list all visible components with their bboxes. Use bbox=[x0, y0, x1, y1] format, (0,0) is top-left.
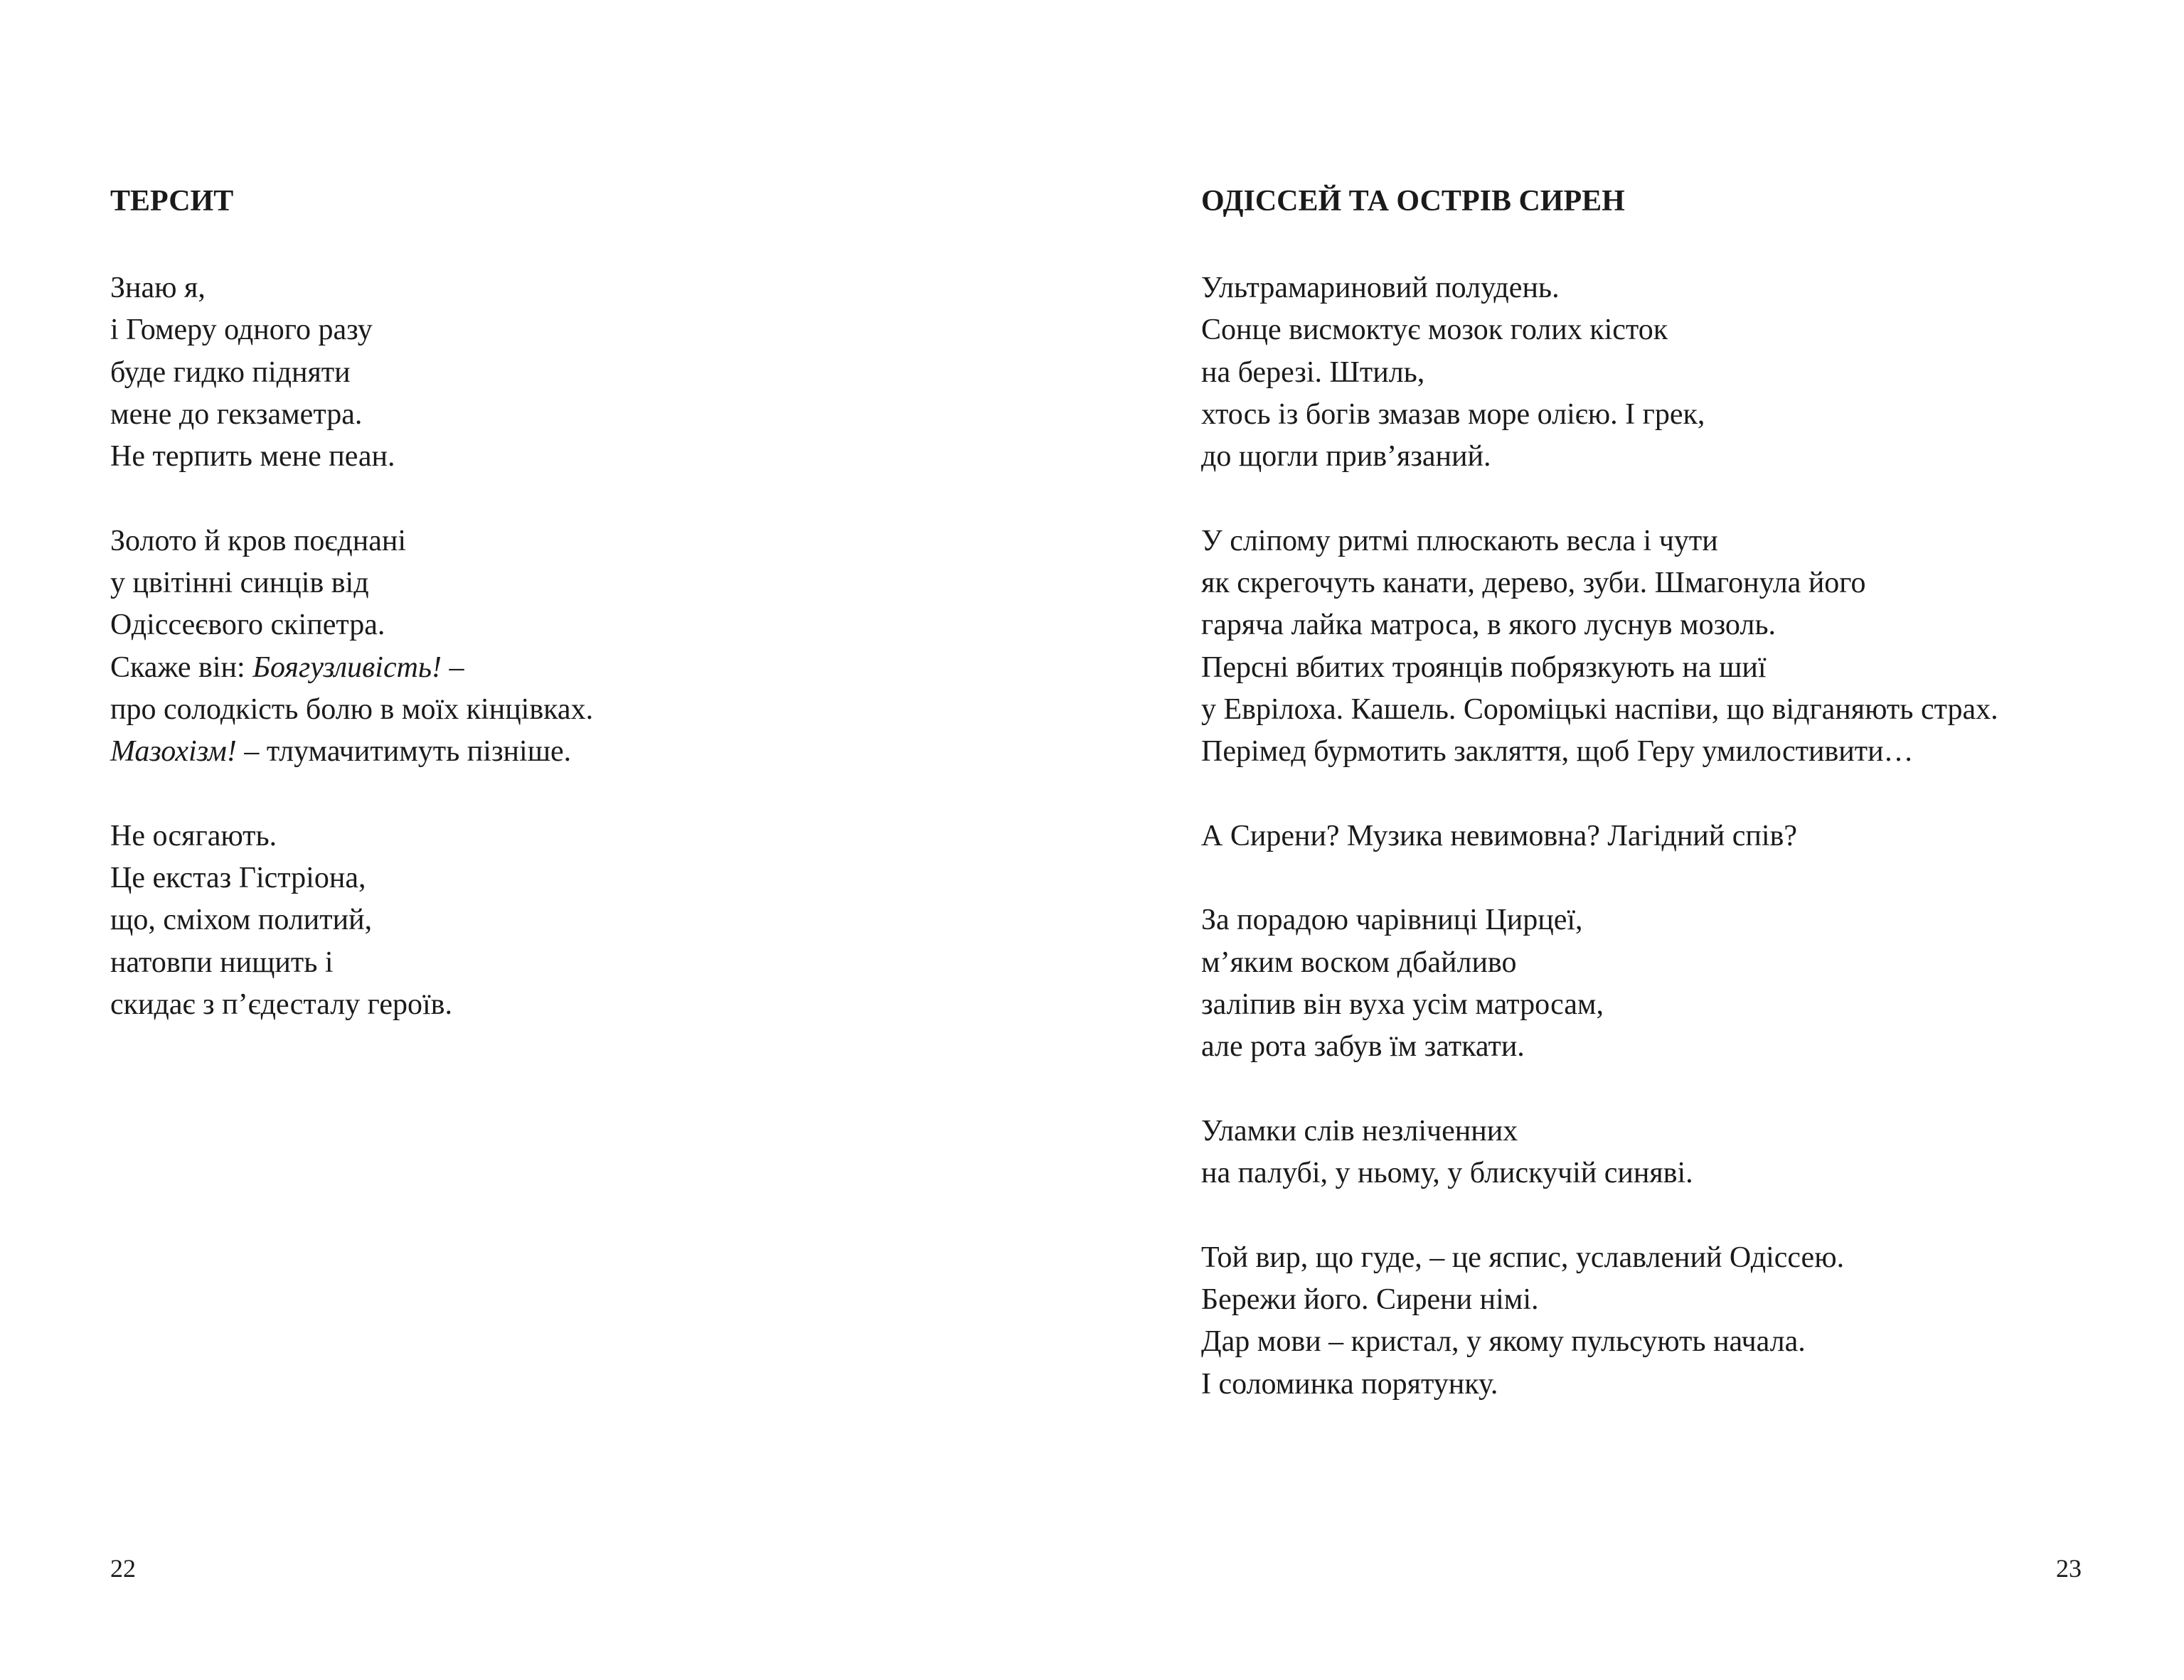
stanza bbox=[1201, 899, 1998, 1068]
poem-line: Не осягають. bbox=[110, 819, 277, 852]
poem-line: але рота забув їм заткати. bbox=[1201, 1030, 1525, 1064]
stanza bbox=[110, 267, 593, 478]
poem-body-tersyt bbox=[110, 267, 593, 1069]
poem-title-tersyt: ТЕРСИТ bbox=[110, 185, 234, 218]
line-text: – bbox=[442, 651, 464, 684]
poem-line: гаряча лайка матроса, в якого луснув мозоль. bbox=[1201, 609, 1776, 642]
poem-line: натовпи нищить і bbox=[110, 946, 334, 979]
stanza bbox=[1201, 815, 1998, 857]
poem-line: Не терпить мене пеан. bbox=[110, 440, 395, 473]
poem-line: Знаю я, bbox=[110, 272, 206, 304]
poem-line: на березі. Штиль, bbox=[1201, 355, 1425, 389]
poem-line: у Еврілоха. Кашель. Сороміцькі наспіви, що відганяють страх. bbox=[1201, 692, 1998, 726]
poem-line: мене до гекзаметра. bbox=[110, 397, 363, 431]
poem-title-odysseus: ОДІССЕЙ ТА ОСТРІВ СИРЕН bbox=[1201, 185, 1625, 218]
poem-line: Ультрамариновий полудень. bbox=[1201, 272, 1560, 304]
poem-line: що, сміхом политий, bbox=[110, 904, 373, 937]
line-italic-text: Мазохізм! bbox=[110, 735, 237, 769]
poem-line: Бережи його. Сирени німі. bbox=[1201, 1283, 1539, 1317]
poem-line: У сліпому ритмі плюскають весла і чути bbox=[1201, 524, 1718, 557]
poem-line: Уламки слів незліченних bbox=[1201, 1114, 1518, 1147]
poem-line: І соломинка порятунку. bbox=[1201, 1367, 1498, 1401]
poem-line: Дар мови – кристал, у якому пульсують начала. bbox=[1201, 1325, 1806, 1359]
poem-line: Одіссеєвого скіпетра. bbox=[110, 609, 385, 642]
poem-line: Золото й кров поєднані bbox=[110, 524, 407, 557]
poem-line bbox=[110, 731, 593, 773]
page-number-left: 22 bbox=[110, 1554, 136, 1583]
poem-line: хтось із богів змазав море олією. І грек, bbox=[1201, 397, 1705, 431]
poem-line bbox=[110, 647, 593, 689]
poem-line: За порадою чарівниці Цирцеї, bbox=[1201, 904, 1583, 937]
stanza bbox=[110, 815, 593, 1026]
line-italic-text: Боягузливість! bbox=[252, 651, 442, 684]
line-text: Скаже він: bbox=[110, 651, 253, 684]
stanza bbox=[1201, 520, 1998, 774]
poem-line: на палубі, у ньому, у блискучій синяві. bbox=[1201, 1157, 1693, 1190]
poem-line: буде гидко підняти bbox=[110, 355, 351, 389]
stanza bbox=[1201, 1237, 1998, 1406]
poem-line: Перімед бурмотить закляття, щоб Геру умилостивити… bbox=[1201, 735, 1914, 769]
poem-line: у цвітінні синців від bbox=[110, 567, 369, 600]
stanza bbox=[1201, 1111, 1998, 1195]
stanza bbox=[1201, 267, 1998, 478]
poem-line: Сонце висмоктує мозок голих кісток bbox=[1201, 314, 1668, 347]
poem-line: і Гомеру одного разу bbox=[110, 314, 373, 347]
poem-line: А Сирени? Музика невимовна? Лагідний спів? bbox=[1201, 819, 1798, 852]
poem-body-odysseus bbox=[1201, 267, 1998, 1448]
right-page bbox=[1092, 0, 2184, 1680]
page-number-right: 23 bbox=[2056, 1554, 2082, 1583]
poem-line: м’яким воском дбайливо bbox=[1201, 946, 1517, 979]
poem-line: як скрегочуть канати, дерево, зуби. Шмагонула його bbox=[1201, 567, 1866, 600]
poem-line: про солодкість болю в моїх кінцівках. bbox=[110, 692, 594, 726]
poem-line: Той вир, що гуде, – це яспис, уславлений Одіссею. bbox=[1201, 1241, 1845, 1274]
poem-line: Це екстаз Гістріона, bbox=[110, 862, 366, 895]
poem-line: Персні вбитих троянців побрязкують на шиї bbox=[1201, 651, 1767, 684]
stanza bbox=[110, 520, 593, 774]
poem-line: до щогли прив’язаний. bbox=[1201, 440, 1491, 473]
line-text: – тлумачитимуть пізніше. bbox=[236, 735, 572, 769]
poem-line: заліпив він вуха усім матросам, bbox=[1201, 988, 1604, 1022]
poem-line: скидає з п’єдесталу героїв. bbox=[110, 988, 452, 1022]
